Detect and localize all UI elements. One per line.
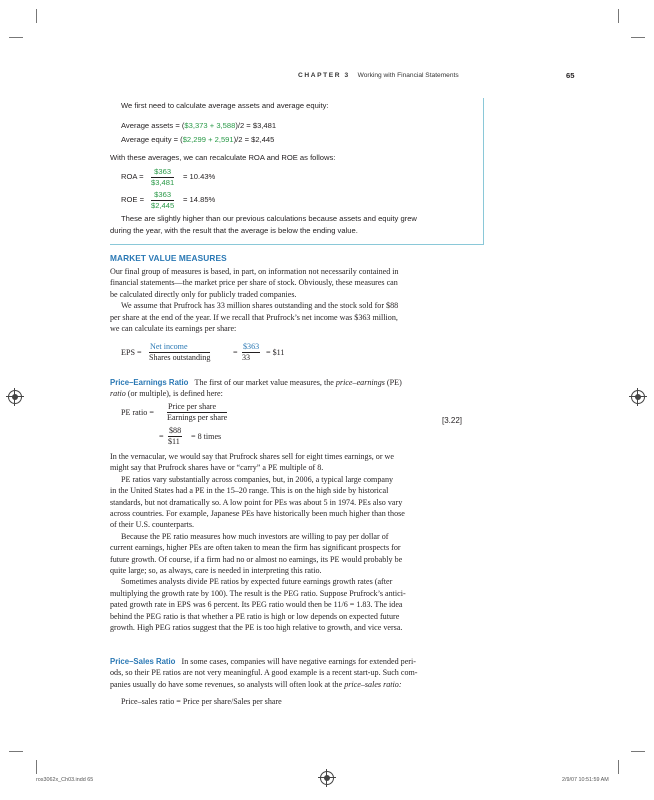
- text-span: panies usually do have some revenues, so analysts will often look at the: [110, 679, 345, 689]
- eps-denominator: Shares outstanding: [149, 353, 211, 362]
- avg-equity-result: )/2 = $2,445: [233, 135, 275, 144]
- average-assets-line: [121, 121, 276, 130]
- text-line: in the United States had a PE in the 15–20 range. This is on the high side by historical: [110, 486, 389, 496]
- text-span: (PE): [384, 378, 402, 387]
- roa-result: = 10.43%: [183, 172, 216, 181]
- chapter-label: CHAPTER 3: [298, 72, 350, 79]
- eps-fraction: [149, 342, 210, 363]
- text-line: quite large; so, as always, care is needed in interpreting this ratio.: [110, 566, 322, 576]
- roa-denominator: $3,481: [151, 178, 175, 187]
- text-line: [110, 656, 475, 667]
- sidebar-conclusion-line: These are slightly higher than our previous calculations because assets and equity grew: [121, 214, 417, 223]
- text-line: multiplying the growth rate by 100). The result is the PEG ratio. Suppose Prufrock’s antici-: [110, 588, 406, 598]
- roe-label: ROE =: [121, 195, 145, 204]
- text-line: standards, but not dramatically so. A low point for PEs was about 5 in 1974. PEs also vary: [110, 497, 403, 507]
- equation-number: [3.22]: [442, 416, 463, 425]
- text-line: of their U.S. counterparts.: [110, 520, 195, 530]
- running-header: [298, 72, 459, 79]
- text-line: Our final group of measures is based, in part, on information not necessarily contained in: [110, 267, 399, 276]
- text-span: (or multiple), is defined here:: [125, 389, 223, 399]
- text-line: across countries. For example, Japanese PEs have historically been much higher than those: [110, 509, 405, 519]
- eps-value-numerator: $363: [243, 342, 260, 351]
- plus-sign: +: [209, 121, 215, 130]
- registration-mark-icon: [320, 771, 334, 785]
- pe-value-numerator: $88: [169, 426, 182, 435]
- avg-equity-value-1: $2,299: [182, 135, 206, 144]
- sidebar-intro: We first need to calculate average assets and average equity:: [121, 101, 329, 110]
- registration-mark-icon: [8, 390, 22, 404]
- text-line: In the vernacular, we would say that Prufrock shares sell for eight times earnings, or we: [110, 452, 394, 461]
- avg-assets-value-1: $3,373: [184, 121, 208, 130]
- italic-term: price–sales ratio:: [344, 679, 402, 689]
- text-line: growth. High PEG ratios suggest that the PE is too high relative to growth, and vice versa.: [110, 623, 403, 633]
- text-line: might say that Prufrock shares have or “carry” a PE multiple of 8.: [110, 463, 324, 473]
- crop-mark: [631, 751, 645, 752]
- crop-mark: [631, 37, 645, 38]
- text-line: Because the PE ratio measures how much investors are willing to pay per dollar of: [121, 531, 389, 541]
- crop-mark: [9, 37, 23, 38]
- text-span: The first of our market value measures, the: [194, 378, 336, 387]
- eps-label: EPS =: [121, 348, 142, 357]
- avg-assets-result: )/2 = $3,481: [235, 121, 277, 130]
- sidebar-conclusion-line: during the year, with the result that the average is below the ending value.: [110, 226, 358, 235]
- average-equity-line: [121, 135, 274, 144]
- roe-result: = 14.85%: [183, 195, 216, 204]
- text-line: ods, so their PE ratios are not very meaningful. A good example is a recent start-up. Such com-: [110, 668, 418, 678]
- pe-result: = 8 times: [191, 432, 222, 441]
- pe-value-fraction: [168, 426, 182, 447]
- roe-denominator: $2,445: [151, 201, 175, 210]
- ps-formula: Price–sales ratio = Price per share/Sales per share: [121, 697, 282, 706]
- crop-mark: [36, 760, 37, 774]
- footer-file: ros3062x_Ch03.indd 65: [36, 777, 94, 783]
- pe-value-denominator: $11: [168, 437, 180, 446]
- text-line: We assume that Prufrock has 33 million shares outstanding and the stock sold for $88: [121, 301, 399, 311]
- crop-mark: [618, 760, 619, 774]
- crop-mark: [618, 9, 619, 23]
- text-line: PE ratios vary substantially across companies, but, in 2006, a typical large company: [121, 474, 394, 484]
- pe-numerator: Price per share: [167, 402, 227, 413]
- pe-denominator: Earnings per share: [167, 413, 228, 422]
- footer-date: 2/9/07 10:51:59 AM: [562, 777, 609, 783]
- equals-sign: =: [159, 432, 164, 441]
- text-span: In some cases, companies will have negative earnings for extended peri-: [181, 657, 416, 666]
- text-line: future growth. Of course, if a firm had no or almost no earnings, its PE would probably be: [110, 554, 403, 564]
- registration-mark-icon: [631, 390, 645, 404]
- roe-numerator: $363: [151, 190, 174, 201]
- recalc-text: With these averages, we can recalculate ROA and ROE as follows:: [110, 153, 336, 162]
- eps-value-denominator: 33: [242, 353, 251, 362]
- crop-mark: [36, 9, 37, 23]
- pe-discussion: [110, 451, 475, 634]
- run-in-heading: Price–Sales Ratio: [110, 657, 176, 666]
- roa-label: ROA =: [121, 172, 144, 181]
- text-line: we can calculate its earnings per share:: [110, 324, 237, 334]
- italic-term: ratio: [110, 389, 126, 399]
- roe-fraction: [151, 190, 174, 211]
- chapter-title: Working with Financial Statements: [357, 72, 459, 79]
- text-line: [110, 388, 475, 399]
- text-line: be calculated directly only for publicly traded companies.: [110, 289, 297, 299]
- pe-fraction: [167, 402, 227, 423]
- run-in-heading: Price–Earnings Ratio: [110, 378, 189, 387]
- avg-equity-prefix: Average equity = (: [121, 135, 183, 144]
- avg-equity-value-2: 2,591: [214, 135, 234, 144]
- text-line: per share at the end of the year. If we recall that Prufrock’s net income was $363 million,: [110, 312, 398, 322]
- text-line: financial statements—the market price per share of stock. Obviously, these measures can: [110, 278, 398, 288]
- text-line: [110, 377, 475, 388]
- paragraph: [110, 266, 475, 334]
- avg-assets-value-2: 3,588: [216, 121, 236, 130]
- text-line: current earnings, higher PEs are often taken to mean the firm has significant prospects for: [110, 543, 401, 553]
- pe-label: PE ratio =: [121, 408, 154, 417]
- eps-result: = $11: [266, 348, 285, 357]
- equals-sign: =: [233, 348, 238, 357]
- crop-mark: [9, 751, 23, 752]
- roa-numerator: $363: [151, 167, 174, 178]
- italic-term: price–earnings: [335, 378, 385, 387]
- text-line: behind the PEG ratio is that whether a PE ratio is high or low depends on expected future: [110, 611, 400, 621]
- plus-sign: +: [208, 135, 213, 144]
- eps-value-fraction: [242, 342, 260, 363]
- page-number: 65: [566, 71, 575, 80]
- avg-assets-prefix: Average assets = (: [121, 121, 185, 130]
- roa-fraction: [151, 167, 174, 188]
- section-heading: MARKET VALUE MEASURES: [110, 253, 227, 263]
- text-line: [110, 679, 475, 690]
- text-line: Sometimes analysts divide PE ratios by expected future earnings growth rates (after: [121, 577, 393, 587]
- pe-intro: [110, 377, 475, 400]
- eps-numerator: Net income: [149, 342, 210, 353]
- ps-paragraph: [110, 656, 475, 690]
- text-line: pated growth rate in EPS was 6 percent. Its PEG ratio would then be 11/6 = 1.83. The idea: [110, 600, 403, 610]
